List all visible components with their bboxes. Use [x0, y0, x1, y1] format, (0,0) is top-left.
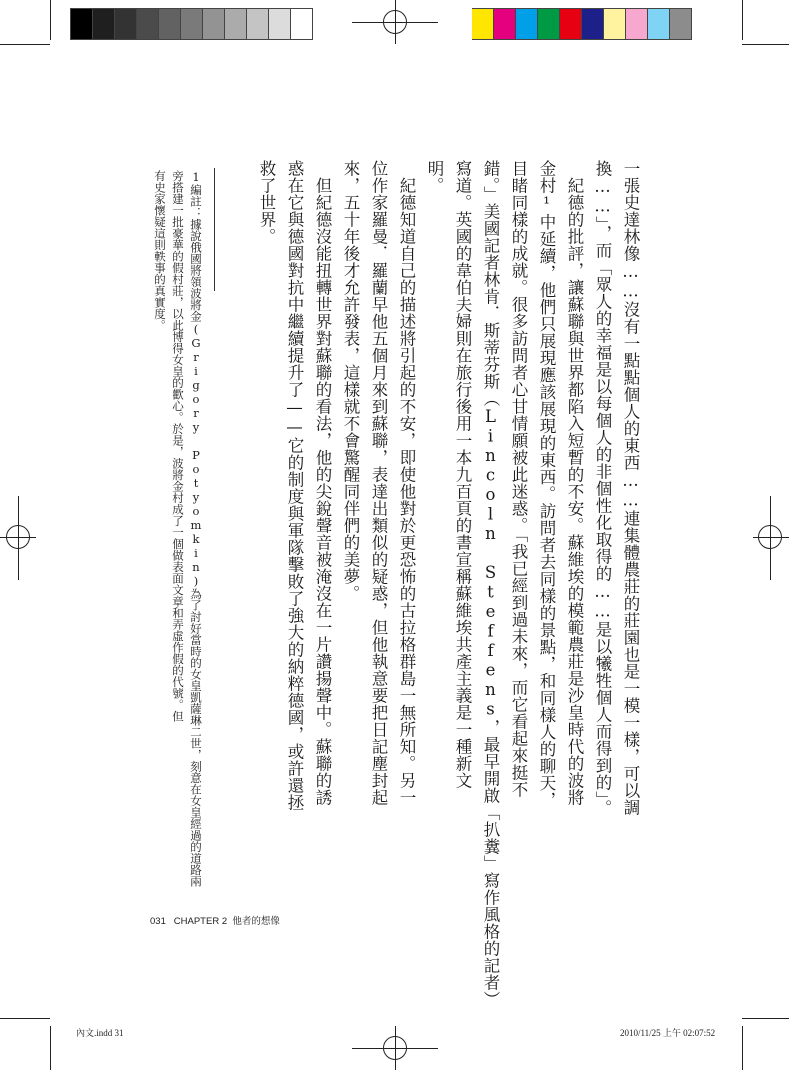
- color-swatch: [516, 9, 538, 39]
- text-column: 救了世界。: [257, 160, 276, 245]
- color-swatch: [582, 9, 604, 39]
- crop-mark-top-left-h: [0, 44, 50, 45]
- text-column: 紀德知道自己的描述將引起的不安，即使他對於更恐怖的古拉格群島一無所知。另一: [397, 160, 416, 806]
- chapter-title: 他者的想像: [232, 916, 280, 927]
- gray-swatch: [225, 9, 247, 39]
- gray-swatch: [269, 9, 291, 39]
- text-column: 寫道。英國的韋伯夫婦則在旅行後用一本九百頁的書宣稱蘇維埃共產主義是一種新文: [453, 160, 472, 789]
- gray-swatch: [159, 9, 181, 39]
- process-color-bar: [472, 8, 692, 40]
- gray-swatch: [71, 9, 93, 39]
- text-column: 惑在它與德國對抗中繼續提升了——它的制度與軍隊擊敗了強大的納粹德國，或許還拯: [285, 160, 304, 811]
- chapter-label: CHAPTER 2: [173, 916, 228, 927]
- gray-swatch: [115, 9, 137, 39]
- footnote-line: 旁搭建一批豪華的假村莊，以此博得女皇的歡心。於是，波將金村成了一個做表面文章和弄虛作假的代號。但: [171, 170, 185, 722]
- color-swatch: [494, 9, 516, 39]
- color-swatch: [648, 9, 670, 39]
- footnote-line: 1編註：據說俄國將領波將金(Grigory Potyomkin)為了討好當時的女皇凱薩琳二世，刻意在女皇經過的道路兩: [189, 170, 203, 887]
- text-column: 目睹同樣的成就。很多訪問者心甘情願被此迷惑。「我已經到過未來，而它看起來挺不: [509, 160, 528, 798]
- color-swatch: [670, 9, 692, 39]
- color-swatch: [604, 9, 626, 39]
- crop-mark-top-left-v: [50, 0, 51, 40]
- registration-circle-right: [758, 525, 782, 549]
- gray-swatch: [93, 9, 115, 39]
- gray-swatch: [137, 9, 159, 39]
- text-column: 來，五十年後才允許發表，這樣就不會驚醒同伴們的美夢。: [341, 160, 360, 602]
- crop-mark-bottom-left-h: [0, 1018, 50, 1019]
- gray-swatch: [203, 9, 225, 39]
- gray-swatch: [181, 9, 203, 39]
- slug-timestamp: 2010/11/25 上午 02:07:52: [620, 1028, 716, 1038]
- color-swatch: [472, 9, 494, 39]
- crop-mark-bottom-right-h: [742, 1018, 789, 1019]
- color-swatch: [538, 9, 560, 39]
- grayscale-color-bar: [70, 8, 313, 40]
- crop-mark-bottom-right-v: [742, 1026, 743, 1070]
- text-column: 但紀德沒能扭轉世界對蘇聯的看法，他的尖銳聲音被淹沒在一片讚揚聲中。蘇聯的誘: [313, 160, 332, 806]
- text-column: 明。: [425, 160, 444, 194]
- text-column: 紀德的批評，讓蘇聯與世界都陷入短暫的不安。蘇維埃的模範農莊是沙皇時代的波將: [565, 160, 584, 806]
- registration-circle-bottom: [383, 1036, 407, 1060]
- registration-circle-left: [6, 525, 30, 549]
- gray-swatch: [291, 9, 313, 39]
- page-footer: [150, 913, 280, 927]
- footnote-rule: [214, 168, 215, 291]
- text-column: 金村¹中延續，他們只展現應該展現的東西。訪問者去同樣的景點，和同樣人的聊天，: [537, 160, 556, 809]
- text-column: 位作家羅曼．羅蘭早他五個月來到蘇聯，表達出類似的疑惑，但他執意要把日記塵封起: [369, 160, 388, 806]
- slug-filename: 內文.indd 31: [76, 1028, 124, 1038]
- text-column: 一張史達林像……沒有一點點個人的東西……連集體農莊的莊園也是一模一樣，可以調: [621, 160, 640, 816]
- text-column: 錯。」美國記者林肯．斯蒂芬斯（Lincoln Steffens，最早開啟「扒糞」寫作風格的記者）: [481, 160, 500, 1008]
- gray-swatch: [247, 9, 269, 39]
- footnote-line: 有史家懷疑這則軼事的真實度。: [153, 170, 167, 331]
- color-swatch: [626, 9, 648, 39]
- crop-mark-bottom-left-v: [50, 1026, 51, 1070]
- page-number: 031: [150, 916, 166, 927]
- registration-circle-top: [383, 10, 407, 34]
- text-column: 換……」，而「眾人的幸福是以每個人的非個性化取得的……是以犧牲個人而得到的」。: [593, 160, 612, 817]
- color-swatch: [560, 9, 582, 39]
- crop-mark-top-right-v: [742, 0, 743, 40]
- crop-mark-top-right-h: [742, 44, 789, 45]
